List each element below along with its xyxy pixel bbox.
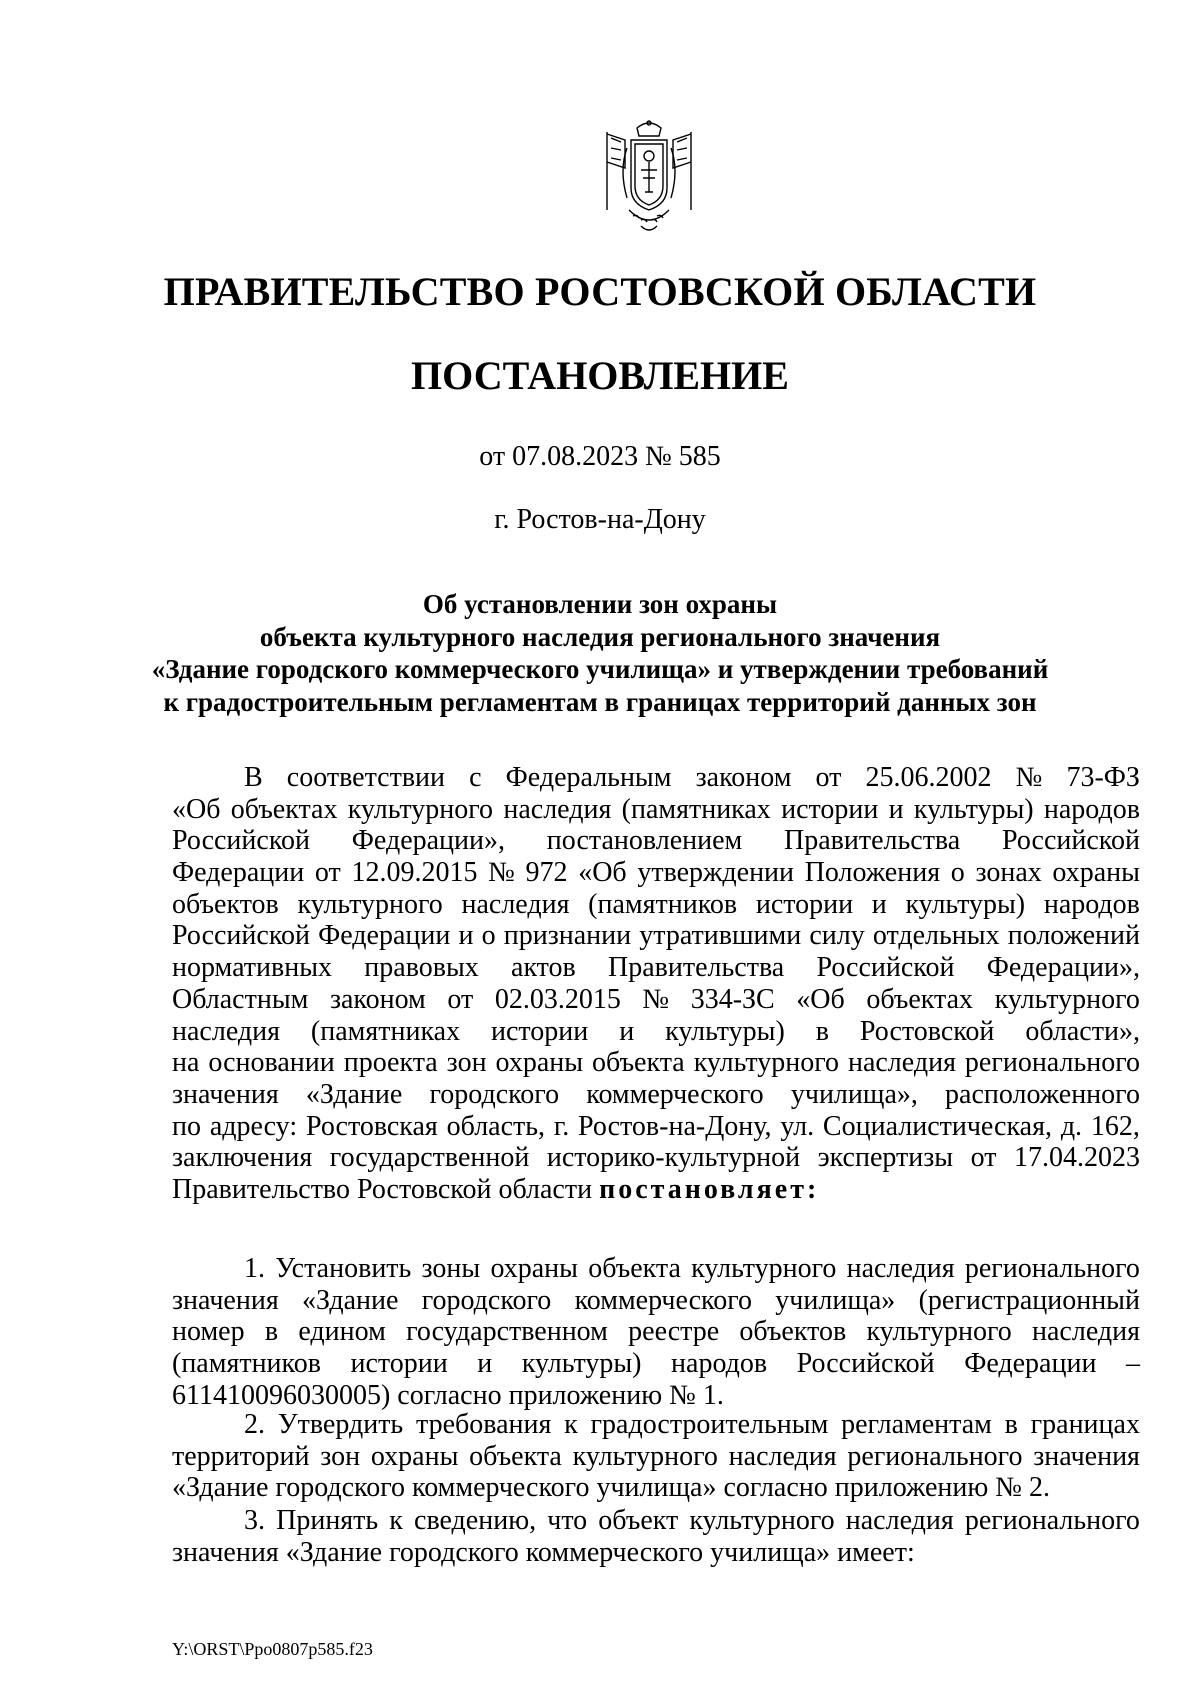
preamble-line <box>172 794 1140 826</box>
word: 3. <box>244 1505 265 1536</box>
word: от <box>314 857 341 889</box>
word: и <box>888 793 904 825</box>
word: постановлением <box>546 825 743 857</box>
word: что <box>547 1505 588 1536</box>
word: области», <box>1025 1015 1140 1047</box>
word: 25.06.2002 <box>865 762 992 793</box>
word: объекта <box>588 1253 681 1284</box>
word: объекта <box>592 1047 685 1079</box>
word: правовых <box>364 952 479 984</box>
word: утратившими <box>639 920 802 952</box>
word: регионального <box>964 1253 1140 1284</box>
word: ул. <box>780 1110 815 1142</box>
item-1-line <box>172 1316 1140 1348</box>
coat-of-arms-icon <box>601 118 697 236</box>
item-1-line <box>172 1285 1140 1317</box>
word: культуры) <box>913 793 1034 825</box>
word: градостроительным <box>590 1409 829 1440</box>
word: зонах <box>975 857 1042 889</box>
word: 334-ЗС <box>690 983 775 1015</box>
word: В <box>244 762 263 793</box>
word: истории <box>350 1348 448 1380</box>
word: Российской <box>172 825 310 857</box>
word: законом <box>329 983 426 1015</box>
word: значения <box>1033 1440 1140 1472</box>
word: законом <box>695 762 792 793</box>
word: и <box>477 1348 493 1380</box>
title-line: «Здание городского коммерческого училища» и утверждении требований <box>151 654 1049 684</box>
word: Федерации», <box>351 825 505 857</box>
word: истории <box>781 793 879 825</box>
word: наследия <box>503 793 612 825</box>
word: расположенного <box>945 1078 1140 1110</box>
word: «Здание <box>305 1078 403 1110</box>
word: № <box>642 983 670 1015</box>
word: наследия <box>1032 1316 1140 1348</box>
word: объекта <box>469 1440 562 1472</box>
word: границах <box>1030 1409 1140 1440</box>
item-2-last-line: «Здание городского коммерческого училища» согласно приложению № 2. <box>172 1472 1051 1504</box>
word: историко-культурной <box>546 1142 801 1174</box>
word: «Об <box>578 857 627 889</box>
word: признании <box>503 920 632 952</box>
word: (памятников <box>588 888 738 920</box>
word: от <box>447 983 474 1015</box>
item-1-line <box>172 1253 1140 1285</box>
word: культуры) <box>665 1015 785 1047</box>
word: адресу: <box>209 1110 298 1142</box>
word: и <box>619 1015 635 1047</box>
word: охраны <box>1052 857 1140 889</box>
preamble-line <box>172 984 1140 1016</box>
word: в <box>815 1015 829 1047</box>
word: Ростовская <box>305 1110 438 1142</box>
word: Федерации <box>318 920 451 952</box>
word: силу <box>809 920 865 952</box>
word: зон <box>320 1440 361 1472</box>
word: Российской <box>816 952 955 984</box>
word: 02.03.2015 <box>494 983 621 1015</box>
word: культурного <box>689 1505 835 1536</box>
word: культуры) <box>905 888 1026 920</box>
word: Принять <box>276 1505 379 1536</box>
word: 162, <box>1090 1110 1140 1142</box>
word: регламентам <box>841 1409 992 1440</box>
word: наследия <box>847 1047 956 1079</box>
item-1-line <box>172 1348 1140 1380</box>
item-2-paragraph <box>172 1409 1140 1504</box>
word: к <box>564 1409 578 1440</box>
preamble-line <box>172 1079 1140 1111</box>
word: на <box>172 1047 200 1079</box>
preamble-line <box>172 920 1140 952</box>
word: г. <box>553 1110 570 1142</box>
preamble-line <box>172 762 1140 794</box>
document-title <box>0 588 1200 718</box>
word: о <box>481 920 496 952</box>
word: «Об <box>172 793 221 825</box>
word: культурного <box>693 1047 839 1079</box>
word: утверждении <box>637 857 795 889</box>
word: Российской <box>1001 825 1140 857</box>
word: область, <box>446 1110 546 1142</box>
word: о <box>950 857 965 889</box>
word: объект <box>598 1505 679 1536</box>
preamble-line <box>172 952 1140 984</box>
word: наследия <box>461 888 570 920</box>
word: по <box>172 1110 201 1142</box>
document-city: г. Ростов-на-Дону <box>494 504 706 535</box>
word: истории <box>755 888 854 920</box>
word: от <box>970 1142 997 1174</box>
word: (памятников <box>172 1348 321 1380</box>
word: охраны <box>495 1047 584 1079</box>
word: Ростовской <box>859 1015 995 1047</box>
word: Федерации <box>172 857 305 889</box>
word: зоны <box>421 1253 481 1284</box>
word: и <box>458 920 474 952</box>
word: (памятниках <box>310 1015 461 1047</box>
word: в <box>264 1316 279 1348</box>
word: (памятниках <box>621 793 771 825</box>
word: Федерации <box>964 1348 1097 1380</box>
word: городского <box>421 1284 552 1316</box>
preamble-line <box>172 825 1140 857</box>
word: наследия <box>845 1505 954 1536</box>
word: регионального <box>847 1440 1023 1472</box>
preamble-paragraph <box>172 762 1140 1206</box>
word: культурного <box>994 983 1140 1015</box>
word: значения <box>172 1078 279 1110</box>
word: отдельных <box>872 920 1000 952</box>
preamble-line <box>172 1047 1140 1079</box>
word: № <box>1015 762 1043 793</box>
word: «Об <box>796 983 845 1015</box>
word: регионального <box>964 1505 1140 1536</box>
word: 1. <box>244 1253 265 1284</box>
word: городского <box>429 1078 560 1110</box>
word: объектах <box>866 983 974 1015</box>
word: объектов <box>172 888 279 920</box>
word: Установить <box>275 1253 412 1284</box>
item-3-last-line: значения «Здание городского коммерческого училища» имеет: <box>172 1536 915 1568</box>
word: культурного <box>347 793 494 825</box>
item-1-paragraph <box>172 1253 1140 1411</box>
word: культуры) <box>521 1348 642 1380</box>
word: культурного <box>572 1440 718 1472</box>
word: «Здание <box>302 1284 399 1316</box>
word: истории <box>491 1015 589 1047</box>
word: Положения <box>804 857 941 889</box>
word: Правительства <box>784 825 961 857</box>
word: 12.09.2015 <box>351 857 478 889</box>
title-line: объекта культурного наследия регионального значения <box>259 621 941 652</box>
word: Утвердить <box>277 1409 404 1440</box>
file-path-footer: Y:\ORST\Ppo0807p585.f23 <box>172 1639 373 1659</box>
word: Федеральным <box>505 762 672 793</box>
document-type: ПОСТАНОВЛЕНИЕ <box>411 353 789 398</box>
word: проекта <box>343 1047 438 1079</box>
word: реестре <box>628 1316 720 1348</box>
word: заключения <box>172 1142 313 1174</box>
word: (регистрационный <box>918 1284 1140 1316</box>
item-1-last-line: 611410096030005) согласно приложению № 1. <box>172 1379 724 1411</box>
word: д. <box>1060 1110 1083 1142</box>
word: Российской <box>172 920 310 952</box>
word: и <box>871 888 887 920</box>
preamble-line <box>172 1016 1140 1048</box>
word: культурного <box>691 1253 837 1284</box>
word: культурного <box>866 1316 1012 1348</box>
word: Российской <box>796 1348 935 1380</box>
word: с <box>469 762 482 793</box>
word: в <box>1004 1409 1018 1440</box>
word: народов <box>1043 793 1140 825</box>
word: Областным <box>172 983 309 1015</box>
word: соответствии <box>286 762 446 793</box>
word: училища», <box>790 1078 918 1110</box>
word: от <box>815 762 842 793</box>
word: наследия <box>172 1015 280 1047</box>
item-3-paragraph <box>172 1505 1140 1568</box>
word: номер <box>172 1316 245 1348</box>
word: народов <box>671 1348 768 1380</box>
item-3-line <box>172 1505 1140 1537</box>
word: территорий <box>172 1440 310 1472</box>
word: наследия <box>846 1253 955 1284</box>
word: Социалистическая, <box>822 1110 1052 1142</box>
word: едином <box>298 1316 386 1348</box>
word: Федерации», <box>986 952 1140 984</box>
word: наследия <box>728 1440 837 1472</box>
word: училища» <box>775 1284 896 1316</box>
word: экспертизы <box>817 1142 954 1174</box>
word: основании <box>208 1047 335 1079</box>
word: 17.04.2023 <box>1013 1142 1140 1174</box>
word: коммерческого <box>574 1284 753 1316</box>
word: объектах <box>230 793 338 825</box>
preamble-line <box>172 889 1140 921</box>
word: положений <box>1007 920 1140 952</box>
word: объектов <box>739 1316 847 1348</box>
word: охраны <box>490 1253 578 1284</box>
word: государственной <box>329 1142 530 1174</box>
word: 73-ФЗ <box>1066 762 1140 793</box>
preamble-line <box>172 1142 1140 1174</box>
word: зон <box>446 1047 487 1079</box>
word: значения <box>172 1284 279 1316</box>
word: актов <box>511 952 576 984</box>
word: к <box>389 1505 403 1536</box>
preamble-last-line <box>172 1174 1140 1206</box>
item-2-line <box>172 1409 1140 1441</box>
word: № <box>488 857 515 889</box>
document-date-number: от 07.08.2023 № 585 <box>479 441 721 472</box>
word: требования <box>415 1409 552 1440</box>
item-2-line <box>172 1441 1140 1473</box>
word: Правительства <box>608 952 785 984</box>
word: регионального <box>964 1047 1140 1079</box>
preamble-line <box>172 1111 1140 1143</box>
word: государственном <box>406 1316 608 1348</box>
title-line: Об установлении зон охраны <box>422 589 778 619</box>
preamble-line <box>172 857 1140 889</box>
word: 2. <box>244 1409 265 1440</box>
word: сведению, <box>414 1505 537 1536</box>
word: 972 <box>525 857 568 889</box>
word: нормативных <box>172 952 333 984</box>
word: Ростов-на-Дону, <box>578 1110 772 1142</box>
word: народов <box>1043 888 1140 920</box>
word: коммерческого <box>586 1078 764 1110</box>
preamble-subject: Правительство Ростовской области <box>172 1173 600 1205</box>
title-line: к градостроительным регламентам в границах территорий данных зон <box>163 686 1037 717</box>
decree-word: постановляет: <box>599 1173 820 1205</box>
organization-name: ПРАВИТЕЛЬСТВО РОСТОВСКОЙ ОБЛАСТИ <box>163 269 1037 314</box>
word: – <box>1125 1348 1140 1380</box>
word: культурного <box>297 888 443 920</box>
word: охраны <box>370 1440 459 1472</box>
